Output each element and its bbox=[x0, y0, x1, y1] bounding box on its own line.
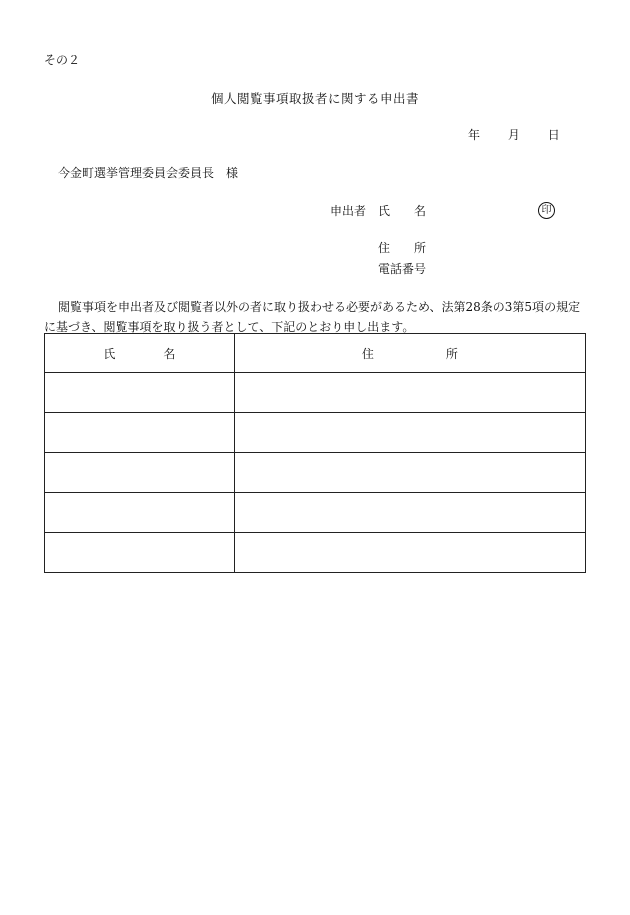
row-name-cell[interactable] bbox=[45, 413, 235, 453]
row-name-cell[interactable] bbox=[45, 533, 235, 573]
date-day: 日 bbox=[547, 128, 560, 142]
row-name-cell[interactable] bbox=[45, 453, 235, 493]
row-address-cell[interactable] bbox=[234, 373, 585, 413]
applicant-label: 申出者 bbox=[330, 204, 367, 218]
table-row bbox=[45, 413, 586, 453]
row-address-cell[interactable] bbox=[234, 453, 585, 493]
row-name-cell[interactable] bbox=[45, 373, 235, 413]
date-month: 月 bbox=[507, 128, 520, 142]
table-row bbox=[45, 493, 586, 533]
handler-table bbox=[44, 333, 586, 573]
applicant-name-label: 氏 名 bbox=[378, 204, 427, 218]
date-year: 年 bbox=[468, 128, 481, 142]
table-row bbox=[45, 533, 586, 573]
header-name: 氏 名 bbox=[45, 334, 235, 373]
applicant-address-label: 住 所 bbox=[378, 241, 427, 255]
table-header-row bbox=[45, 334, 586, 373]
applicant-phone-label: 電話番号 bbox=[378, 262, 427, 276]
row-address-cell[interactable] bbox=[234, 413, 585, 453]
date-line bbox=[468, 128, 560, 142]
header-address: 住 所 bbox=[234, 334, 585, 373]
addressee: 今金町選挙管理委員会委員長 様 bbox=[58, 166, 239, 180]
row-address-cell[interactable] bbox=[234, 533, 585, 573]
row-name-cell[interactable] bbox=[45, 493, 235, 533]
row-address-cell[interactable] bbox=[234, 493, 585, 533]
document-title: 個人閲覧事項取扱者に関する申出書 bbox=[210, 91, 419, 106]
seal-mark-icon: 印 bbox=[538, 202, 555, 219]
table-row bbox=[45, 373, 586, 413]
declaration-text: 閲覧事項を申出者及び閲覧者以外の者に取り扱わせる必要があるため、法第28条の3第5項の規定に基づき、閲覧事項を取り扱う者として、下記のとおり申し出ます。 bbox=[44, 300, 581, 334]
form-number: その２ bbox=[44, 53, 81, 67]
table-row bbox=[45, 453, 586, 493]
